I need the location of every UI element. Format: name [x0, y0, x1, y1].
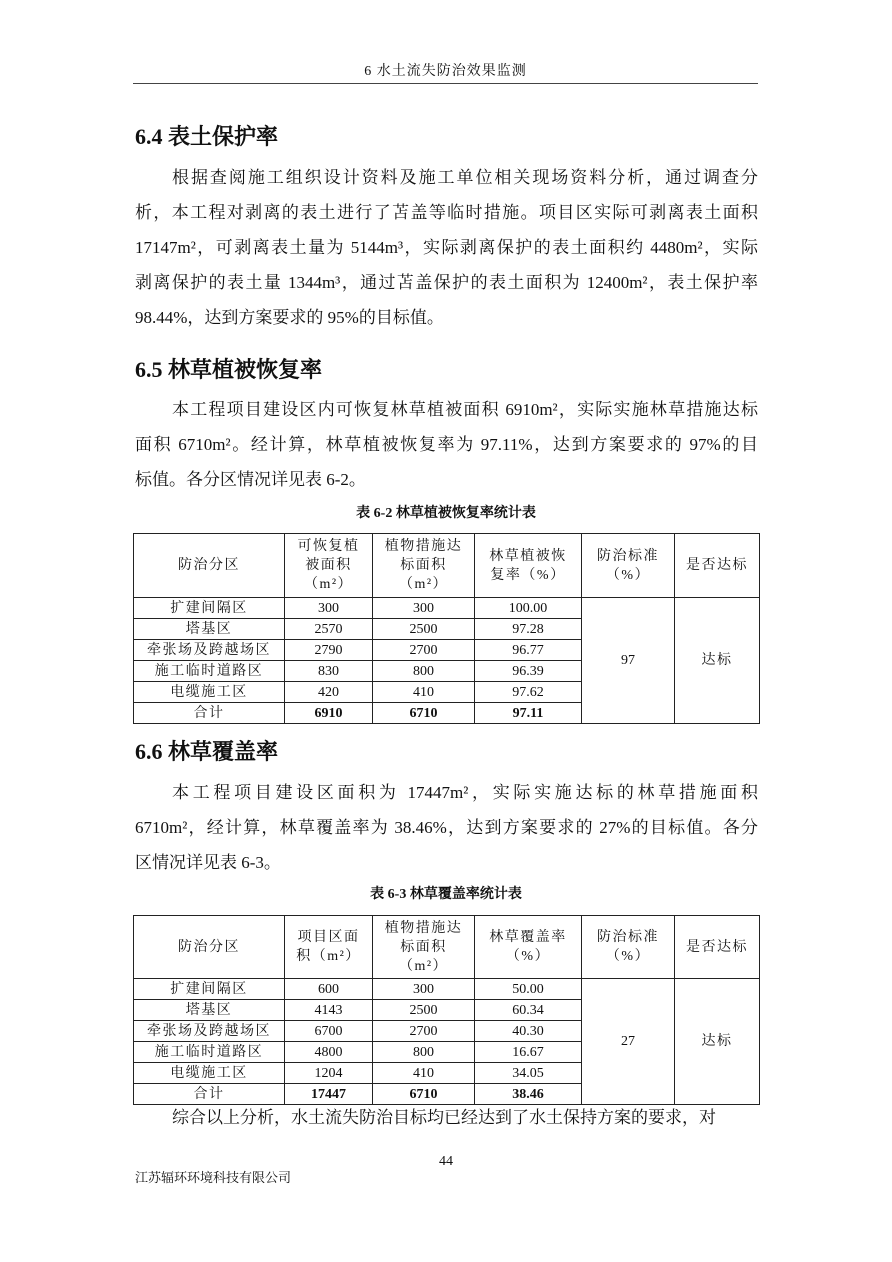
restoration-rate-cell: 96.77: [475, 640, 582, 661]
standard-cell: 27: [582, 979, 675, 1105]
veg-measure-area-cell: 800: [373, 661, 475, 682]
col-header-label: 可恢复植被面积（m²）: [297, 539, 360, 592]
table-6-2: [133, 533, 760, 724]
col-header-label: 是否达标: [686, 558, 748, 574]
restoration-rate-cell: 97.62: [475, 682, 582, 703]
project-area-cell: 17447: [285, 1084, 373, 1105]
table-row: [134, 979, 760, 1000]
restorable-area-cell: 2790: [285, 640, 373, 661]
coverage-rate-cell: 40.30: [475, 1021, 582, 1042]
page-number: 44: [439, 1154, 453, 1169]
result-cell: 达标: [675, 598, 760, 724]
col-header-label: 林草植被恢复率（%）: [489, 548, 567, 583]
restorable-area-cell: 300: [285, 598, 373, 619]
paragraph-line: 本工程项目建设区内可恢复林草植被面积 6910m²，实际实施林草措施达标: [172, 400, 758, 419]
veg-measure-area-cell: 2700: [373, 1021, 475, 1042]
paragraph-6-4: [135, 160, 758, 335]
paragraph-line: 根据查阅施工组织设计资料及施工单位相关现场资料分析，通过调查分: [172, 168, 758, 187]
coverage-rate-cell: 34.05: [475, 1063, 582, 1084]
coverage-rate-cell: 50.00: [475, 979, 582, 1000]
veg-measure-area-cell: 410: [373, 682, 475, 703]
restoration-rate-cell: 97.11: [475, 703, 582, 724]
table-header-row: [134, 534, 760, 598]
zone-cell: 合计: [134, 703, 285, 724]
zone-cell: 电缆施工区: [134, 1063, 285, 1084]
veg-measure-area-cell: 410: [373, 1063, 475, 1084]
paragraph-line: 区情况详见表 6-3。: [135, 853, 281, 872]
restorable-area-cell: 6910: [285, 703, 373, 724]
coverage-rate-cell: 60.34: [475, 1000, 582, 1021]
project-area-cell: 6700: [285, 1021, 373, 1042]
paragraph-6-5: [135, 392, 758, 497]
paragraph-6-6: [135, 775, 758, 880]
col-header-zone: [134, 534, 285, 598]
result-cell: 达标: [675, 979, 760, 1105]
veg-measure-area-cell: 2500: [373, 619, 475, 640]
col-header-project-area: [285, 916, 373, 979]
paragraph-conclusion: [135, 1100, 758, 1135]
col-header-label: 防治标准（%）: [597, 930, 659, 964]
standard-cell: 97: [582, 598, 675, 724]
table-header-row: [134, 916, 760, 979]
col-header-standard: [582, 534, 675, 598]
table-row: [134, 598, 760, 619]
zone-cell: 塔基区: [134, 1000, 285, 1021]
coverage-rate-cell: 38.46: [475, 1084, 582, 1105]
col-header-restorable-area: [285, 534, 373, 598]
col-header-label: 防治分区: [178, 939, 240, 955]
col-header-zone: [134, 916, 285, 979]
paragraph-line: 面积 6710m²。经计算，林草植被恢复率为 97.11%，达到方案要求的 97%的目: [135, 435, 758, 454]
restoration-rate-cell: 100.00: [475, 598, 582, 619]
col-header-result: [675, 916, 760, 979]
section-heading-6-5: 6.5 林草植被恢复率: [135, 357, 323, 382]
running-header: 6 水土流失防治效果监测: [133, 60, 758, 84]
zone-cell: 塔基区: [134, 619, 285, 640]
col-header-label: 防治标准（%）: [597, 548, 659, 583]
col-header-standard: [582, 916, 675, 979]
col-header-label: 防治分区: [178, 558, 240, 574]
section-heading-6-6: 6.6 林草覆盖率: [135, 739, 279, 764]
coverage-rate-cell: 16.67: [475, 1042, 582, 1063]
table-caption-6-2: 表 6-2 林草植被恢复率统计表: [356, 506, 536, 521]
col-header-label: 是否达标: [686, 939, 748, 955]
col-header-veg-measure-area: [373, 916, 475, 979]
zone-cell: 牵张场及跨越场区: [134, 640, 285, 661]
col-header-label: 林草覆盖率（%）: [489, 930, 567, 964]
table-6-3: [133, 915, 760, 1105]
restoration-rate-cell: 97.28: [475, 619, 582, 640]
restorable-area-cell: 420: [285, 682, 373, 703]
col-header-label: 植物措施达标面积（m²）: [384, 920, 463, 974]
paragraph-line: 98.44%，达到方案要求的 95%的目标值。: [135, 308, 444, 327]
veg-measure-area-cell: 2500: [373, 1000, 475, 1021]
veg-measure-area-cell: 6710: [373, 1084, 475, 1105]
restorable-area-cell: 830: [285, 661, 373, 682]
col-header-coverage-rate: [475, 916, 582, 979]
project-area-cell: 1204: [285, 1063, 373, 1084]
paragraph-line: 剥离保护的表土量 1344m³，通过苫盖保护的表土面积为 12400m²，表土保护率: [135, 273, 758, 292]
project-area-cell: 600: [285, 979, 373, 1000]
restorable-area-cell: 2570: [285, 619, 373, 640]
project-area-cell: 4143: [285, 1000, 373, 1021]
zone-cell: 施工临时道路区: [134, 1042, 285, 1063]
table-caption-6-3: 表 6-3 林草覆盖率统计表: [370, 887, 522, 902]
paragraph-line: 6710m²，经计算，林草覆盖率为 38.46%，达到方案要求的 27%的目标值。各分: [135, 818, 758, 837]
zone-cell: 牵张场及跨越场区: [134, 1021, 285, 1042]
restoration-rate-cell: 96.39: [475, 661, 582, 682]
zone-cell: 电缆施工区: [134, 682, 285, 703]
veg-measure-area-cell: 6710: [373, 703, 475, 724]
zone-cell: 施工临时道路区: [134, 661, 285, 682]
paragraph-line: 综合以上分析，水土流失防治目标均已经达到了水土保持方案的要求，对: [172, 1108, 716, 1127]
veg-measure-area-cell: 300: [373, 979, 475, 1000]
section-heading-6-4: 6.4 表土保护率: [135, 124, 279, 149]
col-header-restoration-rate: [475, 534, 582, 598]
veg-measure-area-cell: 800: [373, 1042, 475, 1063]
paragraph-line: 17147m²，可剥离表土量为 5144m³，实际剥离保护的表土面积约 4480m²，实际: [135, 238, 758, 257]
project-area-cell: 4800: [285, 1042, 373, 1063]
paragraph-line: 本工程项目建设区面积为 17447m²，实际实施达标的林草措施面积: [172, 783, 758, 802]
zone-cell: 扩建间隔区: [134, 979, 285, 1000]
paragraph-line: 标值。各分区情况详见表 6-2。: [135, 470, 366, 489]
col-header-veg-measure-area: [373, 534, 475, 598]
veg-measure-area-cell: 2700: [373, 640, 475, 661]
zone-cell: 扩建间隔区: [134, 598, 285, 619]
col-header-result: [675, 534, 760, 598]
footer-company: 江苏辐环环境科技有限公司: [135, 1170, 292, 1185]
zone-cell: 合计: [134, 1084, 285, 1105]
paragraph-line: 析，本工程对剥离的表土进行了苫盖等临时措施。项目区实际可剥离表土面积: [135, 203, 758, 222]
col-header-label: 植物措施达标面积（m²）: [384, 539, 463, 592]
veg-measure-area-cell: 300: [373, 598, 475, 619]
col-header-label: 项目区面积（m²）: [296, 930, 361, 964]
